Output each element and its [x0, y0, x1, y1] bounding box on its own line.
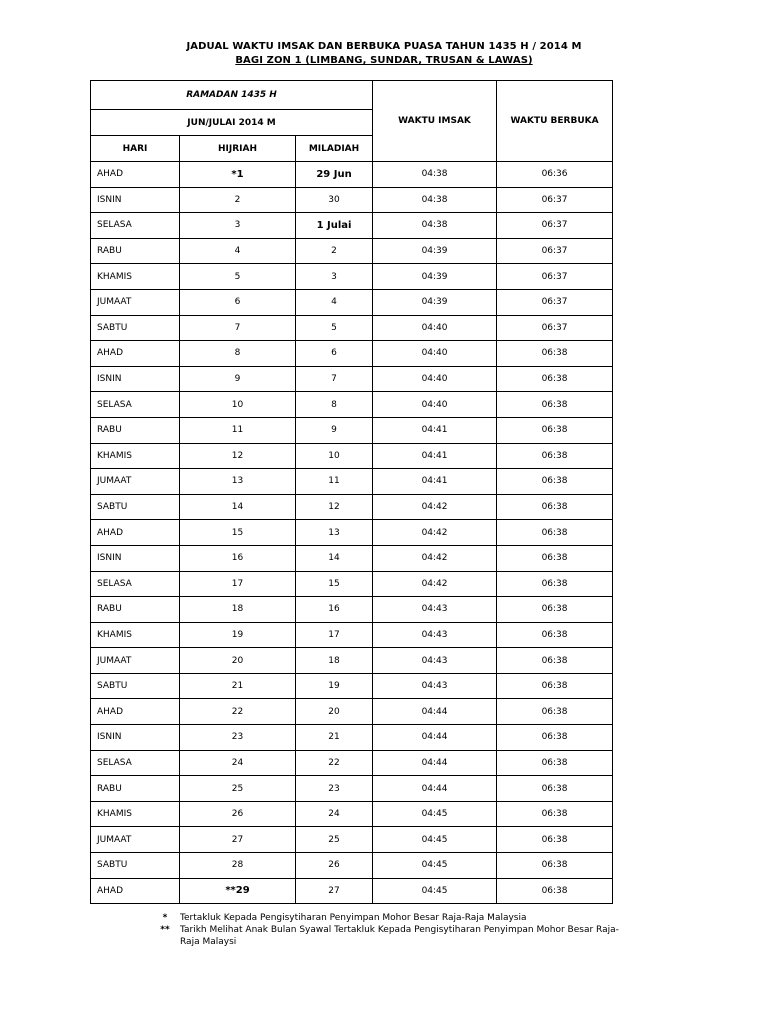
imsak-time-cell: 04:43	[373, 673, 497, 699]
day-cell: RABU	[91, 776, 180, 802]
table-row	[91, 469, 613, 495]
hijriah-cell: 22	[180, 699, 296, 725]
hijriah-cell: 8	[180, 341, 296, 367]
berbuka-time-cell: 06:38	[497, 776, 613, 802]
hijriah-cell: 25	[180, 776, 296, 802]
day-cell: ISNIN	[91, 725, 180, 751]
day-cell: KHAMIS	[91, 801, 180, 827]
hijriah-cell: 11	[180, 417, 296, 443]
hijriah-cell: 26	[180, 801, 296, 827]
berbuka-header: WAKTU BERBUKA	[497, 81, 613, 162]
table-row	[91, 289, 613, 315]
imsak-time-cell: 04:45	[373, 827, 497, 853]
schedule-table	[90, 80, 613, 904]
imsak-time-cell: 04:43	[373, 648, 497, 674]
berbuka-time-cell: 06:38	[497, 341, 613, 367]
table-row	[91, 392, 613, 418]
miladiah-cell: 3	[296, 264, 373, 290]
document-title: JADUAL WAKTU IMSAK DAN BERBUKA PUASA TAHUN 1435 H / 2014 M	[186, 41, 582, 52]
imsak-time-cell: 04:38	[373, 213, 497, 239]
hijriah-cell: *1	[180, 162, 296, 188]
day-cell: JUMAAT	[91, 469, 180, 495]
hijriah-cell: 27	[180, 827, 296, 853]
miladiah-cell: 21	[296, 725, 373, 751]
imsak-time-cell: 04:38	[373, 187, 497, 213]
imsak-time-cell: 04:40	[373, 392, 497, 418]
table-row	[91, 545, 613, 571]
table-row	[91, 238, 613, 264]
table-row	[91, 315, 613, 341]
hijriah-cell: 24	[180, 750, 296, 776]
hijriah-cell: 9	[180, 366, 296, 392]
table-row	[91, 878, 613, 904]
berbuka-time-cell: 06:38	[497, 673, 613, 699]
day-cell: AHAD	[91, 520, 180, 546]
miladiah-cell: 15	[296, 571, 373, 597]
imsak-time-cell: 04:40	[373, 341, 497, 367]
table-row	[91, 725, 613, 751]
day-cell: JUMAAT	[91, 827, 180, 853]
berbuka-time-cell: 06:38	[497, 699, 613, 725]
imsak-time-cell: 04:44	[373, 750, 497, 776]
hijriah-cell: 2	[180, 187, 296, 213]
imsak-time-cell: 04:39	[373, 289, 497, 315]
imsak-time-cell: 04:42	[373, 520, 497, 546]
day-cell: SELASA	[91, 213, 180, 239]
hijriah-cell: 7	[180, 315, 296, 341]
miladiah-cell: 7	[296, 366, 373, 392]
day-cell: SELASA	[91, 750, 180, 776]
miladiah-cell: 6	[296, 341, 373, 367]
miladiah-cell: 12	[296, 494, 373, 520]
miladiah-cell: 16	[296, 597, 373, 623]
hijriah-cell: 16	[180, 545, 296, 571]
miladiah-cell: 23	[296, 776, 373, 802]
imsak-time-cell: 04:41	[373, 469, 497, 495]
day-cell: ISNIN	[91, 187, 180, 213]
table-row	[91, 366, 613, 392]
berbuka-time-cell: 06:38	[497, 571, 613, 597]
table-row	[91, 187, 613, 213]
imsak-time-cell: 04:45	[373, 801, 497, 827]
footnote-mark: *	[162, 913, 168, 923]
miladiah-cell: 27	[296, 878, 373, 904]
table-row	[91, 162, 613, 188]
table-row	[91, 853, 613, 879]
table-row	[91, 264, 613, 290]
berbuka-time-cell: 06:38	[497, 392, 613, 418]
miladiah-cell: 9	[296, 417, 373, 443]
day-cell: SABTU	[91, 853, 180, 879]
day-cell: SELASA	[91, 571, 180, 597]
imsak-time-cell: 04:41	[373, 443, 497, 469]
imsak-time-cell: 04:44	[373, 776, 497, 802]
berbuka-time-cell: 06:38	[497, 469, 613, 495]
miladiah-cell: 8	[296, 392, 373, 418]
table-row	[91, 648, 613, 674]
day-cell: KHAMIS	[91, 443, 180, 469]
table-row	[91, 520, 613, 546]
miladiah-cell: 11	[296, 469, 373, 495]
berbuka-time-cell: 06:38	[497, 853, 613, 879]
berbuka-time-cell: 06:38	[497, 801, 613, 827]
hijriah-cell: 12	[180, 443, 296, 469]
miladiah-header: MILADIAH	[296, 136, 373, 162]
berbuka-time-cell: 06:38	[497, 622, 613, 648]
miladiah-cell: 19	[296, 673, 373, 699]
imsak-time-cell: 04:40	[373, 315, 497, 341]
day-cell: RABU	[91, 238, 180, 264]
month-header: JUN/JULAI 2014 M	[91, 110, 373, 136]
berbuka-time-cell: 06:37	[497, 187, 613, 213]
hijriah-cell: 15	[180, 520, 296, 546]
table-row	[91, 673, 613, 699]
imsak-time-cell: 04:42	[373, 545, 497, 571]
footnotes	[150, 912, 620, 948]
berbuka-time-cell: 06:37	[497, 289, 613, 315]
imsak-time-cell: 04:41	[373, 417, 497, 443]
footnote-mark: **	[160, 925, 170, 935]
table-row	[91, 341, 613, 367]
imsak-time-cell: 04:39	[373, 238, 497, 264]
day-cell: KHAMIS	[91, 264, 180, 290]
miladiah-cell: 18	[296, 648, 373, 674]
table-row	[91, 571, 613, 597]
table-row	[91, 827, 613, 853]
hijriah-cell: 17	[180, 571, 296, 597]
berbuka-time-cell: 06:38	[497, 443, 613, 469]
table-row	[91, 417, 613, 443]
berbuka-time-cell: 06:38	[497, 597, 613, 623]
day-cell: SABTU	[91, 315, 180, 341]
miladiah-cell: 14	[296, 545, 373, 571]
imsak-time-cell: 04:40	[373, 366, 497, 392]
hijriah-cell: 19	[180, 622, 296, 648]
imsak-time-cell: 04:45	[373, 853, 497, 879]
berbuka-time-cell: 06:37	[497, 315, 613, 341]
day-cell: ISNIN	[91, 545, 180, 571]
day-cell: SABTU	[91, 494, 180, 520]
hijriah-cell: 23	[180, 725, 296, 751]
berbuka-time-cell: 06:38	[497, 494, 613, 520]
day-cell: SELASA	[91, 392, 180, 418]
imsak-time-cell: 04:43	[373, 622, 497, 648]
imsak-time-cell: 04:42	[373, 571, 497, 597]
ramadan-header: RAMADAN 1435 H	[91, 81, 373, 110]
miladiah-cell: 24	[296, 801, 373, 827]
imsak-time-cell: 04:45	[373, 878, 497, 904]
day-cell: AHAD	[91, 162, 180, 188]
berbuka-time-cell: 06:37	[497, 238, 613, 264]
footnote-text: Tarikh Melihat Anak Bulan Syawal Tertakluk Kepada Pengisytiharan Penyimpan Mohor Besar Raja-Raja Malaysi	[180, 925, 619, 947]
miladiah-cell: 4	[296, 289, 373, 315]
hijriah-cell: 28	[180, 853, 296, 879]
berbuka-time-cell: 06:38	[497, 417, 613, 443]
imsak-time-cell: 04:44	[373, 725, 497, 751]
miladiah-cell: 22	[296, 750, 373, 776]
miladiah-cell: 1 Julai	[296, 213, 373, 239]
hijriah-cell: 6	[180, 289, 296, 315]
footnote-text: Tertakluk Kepada Pengisytiharan Penyimpan Mohor Besar Raja-Raja Malaysia	[180, 913, 527, 923]
berbuka-time-cell: 06:38	[497, 648, 613, 674]
miladiah-cell: 26	[296, 853, 373, 879]
day-cell: SABTU	[91, 673, 180, 699]
hijriah-header: HIJRIAH	[180, 136, 296, 162]
berbuka-time-cell: 06:37	[497, 213, 613, 239]
table-row	[91, 443, 613, 469]
berbuka-time-cell: 06:37	[497, 264, 613, 290]
imsak-time-cell: 04:42	[373, 494, 497, 520]
hijriah-cell: 10	[180, 392, 296, 418]
miladiah-cell: 17	[296, 622, 373, 648]
hijriah-cell: 3	[180, 213, 296, 239]
table-row	[91, 622, 613, 648]
day-cell: JUMAAT	[91, 648, 180, 674]
day-cell: AHAD	[91, 341, 180, 367]
imsak-time-cell: 04:43	[373, 597, 497, 623]
table-row	[91, 801, 613, 827]
table-row	[91, 750, 613, 776]
day-cell: AHAD	[91, 699, 180, 725]
hijriah-cell: 18	[180, 597, 296, 623]
hijriah-cell: 4	[180, 238, 296, 264]
hijriah-cell: 14	[180, 494, 296, 520]
table-row	[91, 699, 613, 725]
day-cell: RABU	[91, 597, 180, 623]
berbuka-time-cell: 06:38	[497, 520, 613, 546]
hijriah-cell: **29	[180, 878, 296, 904]
day-cell: JUMAAT	[91, 289, 180, 315]
imsak-header: WAKTU IMSAK	[373, 81, 497, 162]
zone-subtitle: BAGI ZON 1 (LIMBANG, SUNDAR, TRUSAN & LAWAS)	[235, 55, 533, 66]
table-row	[91, 494, 613, 520]
imsak-time-cell: 04:39	[373, 264, 497, 290]
day-cell: AHAD	[91, 878, 180, 904]
table-row	[91, 597, 613, 623]
miladiah-cell: 10	[296, 443, 373, 469]
hijriah-cell: 20	[180, 648, 296, 674]
footnote	[150, 924, 620, 948]
berbuka-time-cell: 06:38	[497, 750, 613, 776]
day-cell: ISNIN	[91, 366, 180, 392]
table-row	[91, 213, 613, 239]
berbuka-time-cell: 06:38	[497, 366, 613, 392]
imsak-time-cell: 04:44	[373, 699, 497, 725]
miladiah-cell: 20	[296, 699, 373, 725]
day-cell: KHAMIS	[91, 622, 180, 648]
berbuka-time-cell: 06:38	[497, 878, 613, 904]
day-cell: RABU	[91, 417, 180, 443]
hijriah-cell: 5	[180, 264, 296, 290]
hijriah-cell: 13	[180, 469, 296, 495]
berbuka-time-cell: 06:38	[497, 545, 613, 571]
footnote	[150, 912, 620, 924]
miladiah-cell: 2	[296, 238, 373, 264]
hari-header: HARI	[91, 136, 180, 162]
miladiah-cell: 5	[296, 315, 373, 341]
berbuka-time-cell: 06:38	[497, 827, 613, 853]
miladiah-cell: 25	[296, 827, 373, 853]
hijriah-cell: 21	[180, 673, 296, 699]
table-row	[91, 776, 613, 802]
miladiah-cell: 13	[296, 520, 373, 546]
imsak-time-cell: 04:38	[373, 162, 497, 188]
miladiah-cell: 30	[296, 187, 373, 213]
berbuka-time-cell: 06:38	[497, 725, 613, 751]
miladiah-cell: 29 Jun	[296, 162, 373, 188]
berbuka-time-cell: 06:36	[497, 162, 613, 188]
